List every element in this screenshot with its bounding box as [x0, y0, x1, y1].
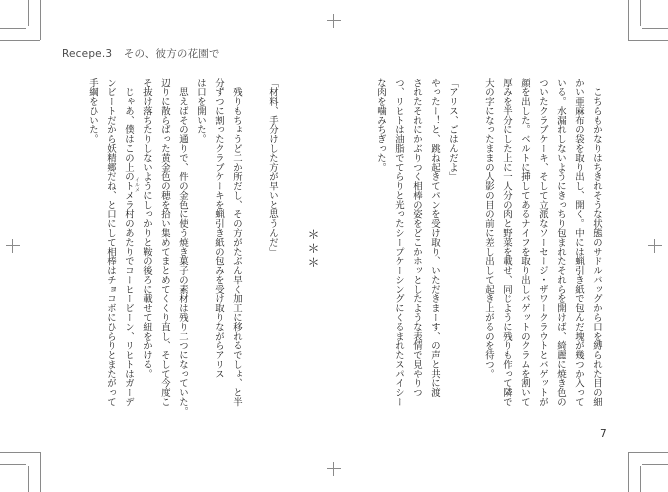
text-column: 厚みを半分にした上に一人分の肉と野菜を載せ、同じように残りも作って隣で [501, 78, 512, 407]
crop-mark-top-right-inner-v [640, 0, 641, 26]
crop-mark-top-right-h [628, 40, 668, 41]
crop-mark-bottom-left-inner-v [28, 466, 29, 492]
text-column: ついたクラブケーキ、そして立派なソーセージ・ザワークラウトとバゲットが [537, 78, 548, 407]
text-column: いる。水漏れしないようにきっちり包まれたそれらを開けば、綺麗に焼き色の [555, 78, 566, 407]
chapter-title: その、彼方の花園で [123, 48, 220, 60]
ruby-annotation: イルメ [134, 177, 140, 192]
crop-mark-top-left-inner-v [28, 0, 29, 26]
text-column: 残りもちょうど二か所だし、その方がたぶん早く加工に移れるでしょ、と半 [231, 78, 242, 407]
text-column: 「材料、手分けした方が早いと思うんだ」 [267, 78, 278, 257]
text-column: 大の字になったままの人影の目の前に差し出して起き上がるのを待つ。 [483, 78, 494, 379]
text-column: ンビートだから妖精郷だね、と口にして相棒はチョコボにひらりとまたがって [105, 78, 116, 407]
registration-mark-right [648, 239, 662, 253]
text-column: やったー！と、跳ね起きてパンを受け取り、いただきまーす、の声と共に渡 [429, 78, 440, 398]
crop-mark-bottom-right-h [628, 452, 668, 453]
crop-mark-bottom-right-inner-v [640, 466, 641, 492]
text-column: されたそれにかぶりつく相棒の姿をどこかホッとしたような表情で見やりつ [411, 78, 422, 398]
text-column: は口を開いた。 [195, 78, 206, 144]
scene-separator: ＊＊＊ [306, 228, 320, 270]
crop-mark-top-right-v [628, 0, 629, 40]
text-column: こちらもかなりはちきれそうな状態のサドルバッグから口を縛られた目の細 [591, 78, 602, 407]
text-column: 顔を出した。ベルトに挿してあるナイフを取り出しバゲットのクラムを割いて [519, 78, 530, 407]
crop-mark-bottom-left-inner-h [0, 464, 26, 465]
registration-mark-top [327, 14, 341, 28]
crop-mark-top-left-inner-h [0, 28, 26, 29]
registration-mark-left [6, 239, 20, 253]
text-column: 思えばその通りで、件の金色に使う焼き菓子の素材は残り二つになっていた。 [177, 78, 188, 417]
crop-mark-top-left-h [0, 40, 40, 41]
page-number: 7 [600, 428, 607, 440]
text-column: かい亜麻布の袋を取り出し、開く。中には蝋引き紙で包んだ塊が幾つか入って [573, 78, 584, 407]
text-column: そ抜け落ちたりしないようにしっかりと鞍の後ろに載せて紐をかける。 [141, 78, 152, 379]
text-column: じゃあ、僕はこの上のトメラ村のあたりでコーヒービーン、リヒトはガーデ [123, 78, 134, 407]
crop-mark-bottom-right-v [628, 452, 629, 492]
text-column: 「アリス、ごはんだよ」 [447, 78, 458, 182]
text-column: な肉を噛みちぎった。 [375, 78, 386, 172]
crop-mark-bottom-left-v [40, 452, 41, 492]
running-head [62, 46, 220, 61]
registration-mark-bottom [327, 462, 341, 476]
text-column: 辺りに散らばった黄金色の穂を拾い集めてまとめてくくり直し、そして今度こ [159, 78, 170, 407]
crop-mark-top-right-inner-h [642, 28, 668, 29]
crop-mark-bottom-left-h [0, 452, 40, 453]
text-column: 手綱をひいた。 [87, 78, 98, 144]
crop-mark-bottom-right-inner-h [642, 464, 668, 465]
text-column: つ、リヒトは油脂でてらりと光ったシープケーシングにくるまれたスパイシー [393, 78, 404, 407]
text-column: 分ずつに割ったクラブケーキを蝋引き紙の包みを受け取りながらアリス [213, 78, 224, 379]
crop-mark-top-left-v [40, 0, 41, 40]
chapter-label: Recepe.3 [62, 48, 113, 60]
